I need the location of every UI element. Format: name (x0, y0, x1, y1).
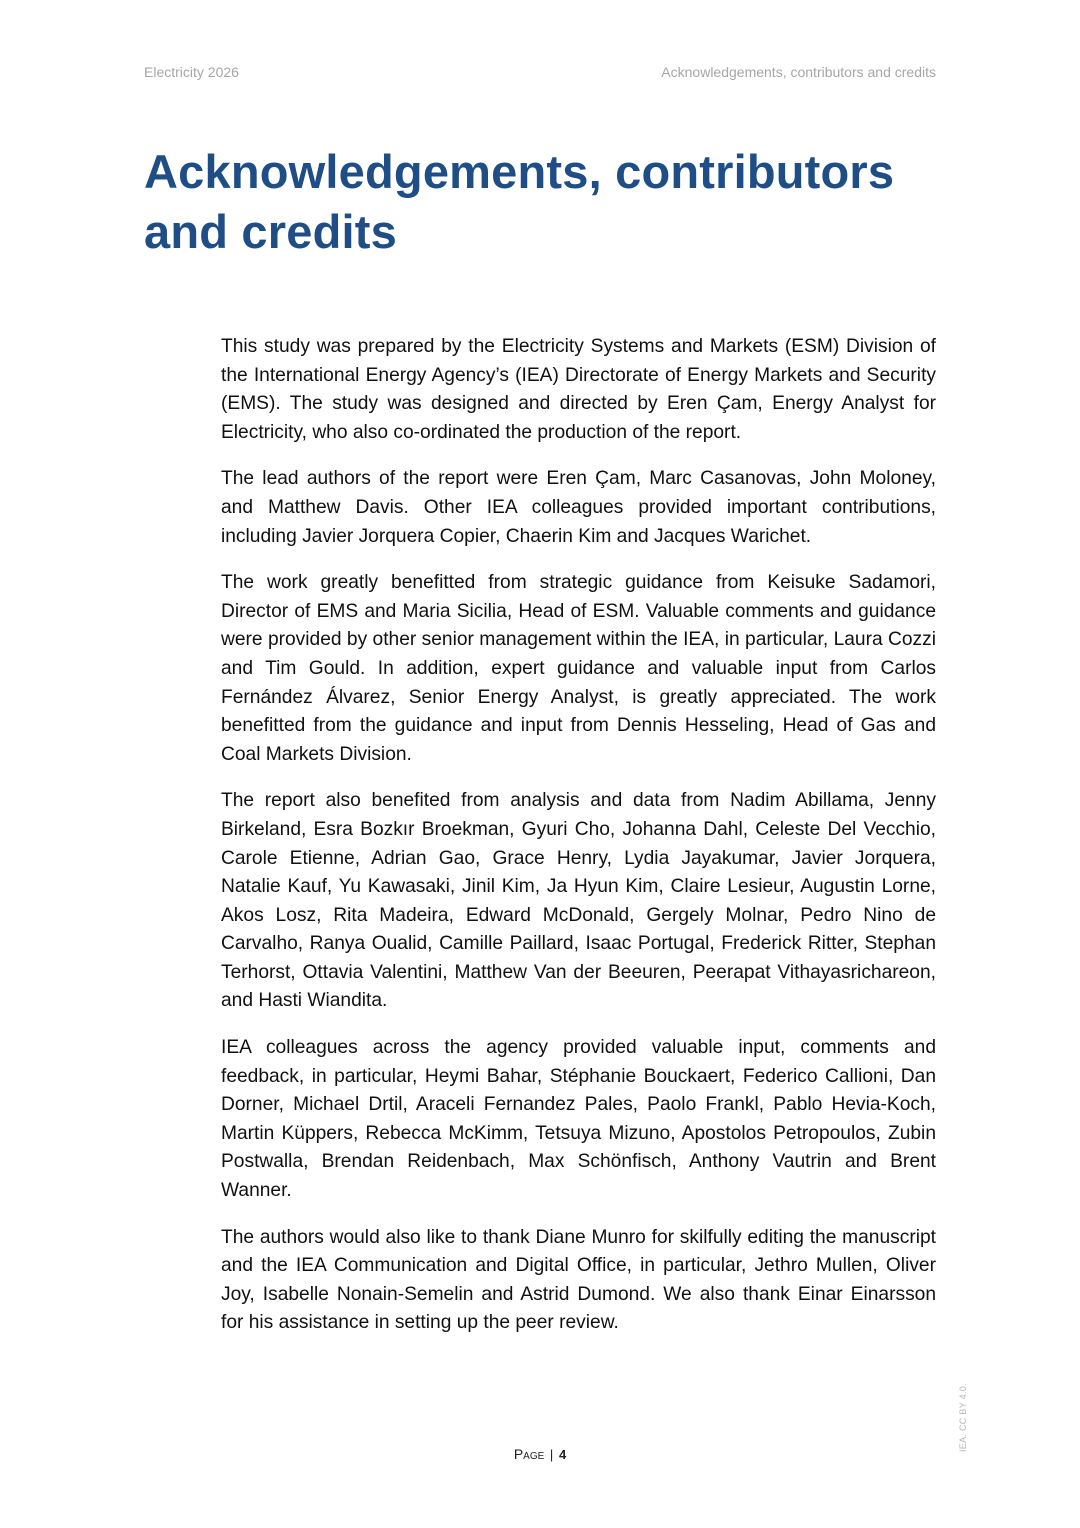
body-text (221, 333, 936, 1356)
header-report-title: Electricity 2026 (144, 64, 239, 80)
page-label: Page (513, 1446, 545, 1462)
paragraph-analysis-contributors: The report also benefited from analysis and data from Nadim Abillama, Jenny Birkeland, Esra Bozkır Broekman, Gyuri Cho, Johanna Dahl, Celeste Del Vecchio, Carole Etienne, Adrian Gao, Grace Henry, Lydia Jayakumar, Javier Jorquera, Natalie Kauf, Yu Kawasaki, Jinil Kim, Ja Hyun Kim, Claire Lesieur, Augustin Lorne, Akos Losz, Rita Madeira, Edward McDonald, Gergely Molnar, Pedro Nino de Carvalho, Ranya Oualid, Camille Paillard, Isaac Portugal, Frederick Ritter, Stephan Terhorst, Ottavia Valentini, Matthew Van der Beeuren, Peerapat Vithayasrichareon, and Hasti Wiandita. (221, 790, 936, 1012)
license-notice: IEA. CC BY 4.0. (958, 1383, 968, 1452)
page-number: 4 (558, 1447, 567, 1462)
paragraph-iea-colleagues: IEA colleagues across the agency provided valuable input, comments and feedback, in particular, Heymi Bahar, Stéphanie Bouckaert, Federico Callioni, Dan Dorner, Michael Drtil, Araceli Fernandez Pales, Paolo Frankl, Pablo Hevia-Koch, Martin Küppers, Rebecca McKimm, Tetsuya Mizuno, Apostolos Petropoulos, Zubin Postwalla, Brendan Reidenbach, Max Schönfisch, Anthony Vautrin and Brent Wanner. (221, 1037, 936, 1202)
page-separator: | (549, 1447, 554, 1462)
paragraph-strategic-guidance: The work greatly benefitted from strategic guidance from Keisuke Sadamori, Director of EMS and Maria Sicilia, Head of ESM. Valuable comments and guidance were provided by other senior management within the IEA, in particular, Laura Cozzi and Tim Gould. In addition, expert guidance and valuable input from Carlos Fernández Álvarez, Senior Energy Analyst, is greatly appreciated. The work benefitted from the guidance and input from Dennis Hesseling, Head of Gas and Coal Markets Division. (221, 572, 936, 765)
running-header (144, 64, 936, 80)
page-title: Acknowledgements, contributors and credits (144, 145, 895, 258)
header-section-title: Acknowledgements, contributors and credits (661, 64, 936, 80)
page-footer (0, 1446, 1080, 1462)
paragraph-lead-authors: The lead authors of the report were Eren Çam, Marc Casanovas, John Moloney, and Matthew Davis. Other IEA colleagues provided important contributions, including Javier Jorquera Copier, Chaerin Kim and Jacques Warichet. (221, 468, 936, 547)
paragraph-study-preparation: This study was prepared by the Electricity Systems and Markets (ESM) Division of the International Energy Agency’s (IEA) Directorate of Energy Markets and Security (EMS). The study was designed and directed by Eren Çam, Energy Analyst for Electricity, who also co-ordinated the production of the report. (221, 336, 936, 443)
paragraph-editing-thanks: The authors would also like to thank Diane Munro for skilfully editing the manuscript and the IEA Communication and Digital Office, in particular, Jethro Mullen, Oliver Joy, Isabelle Nonain-Semelin and Astrid Dumond. We also thank Einar Einarsson for his assistance in setting up the peer review. (221, 1226, 936, 1334)
